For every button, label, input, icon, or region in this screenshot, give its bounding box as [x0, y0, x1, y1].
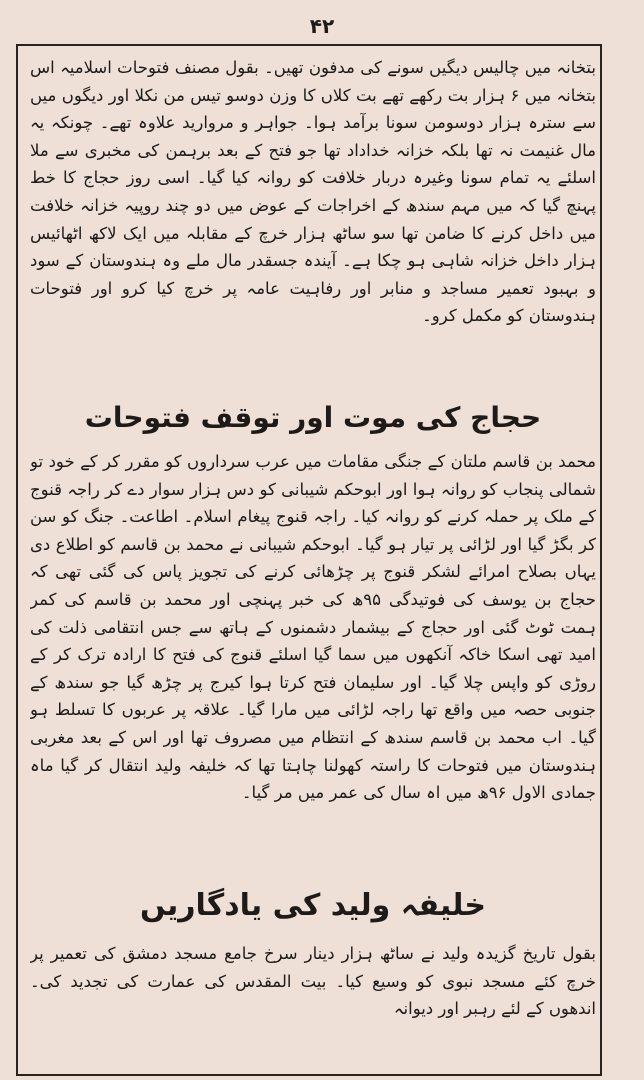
section-heading-walid-memorials: خلیفہ ولید کی یادگاریں: [139, 888, 487, 923]
page-content: [30, 54, 596, 1023]
paragraph-walid-memorials: بقول تاریخ گزیدہ ولید نے ساٹھ ہزار دینار سرخ جامع مسجد دمشق کی تعمیر پر خرچ کئے مسجد نبوی کو وسیع کیا۔ بیت المقدس کی عمارت کی تجدید کی۔ اندھوں کے لئے رہبر اور دیوانہ: [30, 944, 596, 1019]
paragraph-temple-treasure: بتخانہ میں چالیس دیگیں سونے کی مدفون تھیں۔ بقول مصنف فتوحات اسلامیہ اس بتخانہ میں ۶ ہزار بت رکھے تھے بت کلاں کا وزن دوسو تیس من نکلا اور دیگوں میں سے سترہ ہزار دوسومن سونا برآمد ہوا۔ جواہر و مروارید علاوہ تھے۔ چونکہ یہ مال غنیمت نہ تھا بلکہ خزانہ خداداد تھا جو فتح کے بعد برہمن کی مخبری سے ملا اسلئے یہ تمام سونا وغیرہ دربار خلافت کو روانہ کیا گیا۔ اسی روز حجاج کا خط پہنچ گیا کہ میں مہم سندھ کے اخراجات کے عوض میں دو چند روپیہ خزانہ خلافت میں داخل کرنے کا ضامن تھا سو ساٹھ ہزار خرچ کے مقابلہ میں ایک لاکھ اٹھائیس ہزار داخل خزانہ شاہی ہو چکا ہے۔ آیندہ جسقدر مال ملے وہ ہندوستان کے سود و بہبود تعمیر مساجد و منابر اور رفاہیت عامہ پر خرچ کیا کرو اور فتوحات ہندوستان کو مکمل کرو۔: [30, 58, 596, 326]
paragraph-hajjaj-death: محمد بن قاسم ملتان کے جنگی مقامات میں عرب سرداروں کو مقرر کر کے خود تو شمالی پنجاب کو روانہ ہوا اور ابوحکم شیبانی کو دس ہزار سوار دے کر راجہ قنوج کے ملک پر حملہ کرنے کو روانہ کیا۔ راجہ قنوج پیغام اسلام۔ اطاعت۔ جنگ کو سن کر بگڑ گیا اور لڑائی پر تیار ہو گیا۔ ابوحکم شیبانی نے محمد بن قاسم کو اطلاع دی یہاں بصلاح امرائے لشکر قنوج پر چڑھائی کرنے کی تجویز پاس کی گئی تھی کہ حجاج بن یوسف کی فوتیدگی ۹۵ھ کی خبر پہنچی اور محمد بن قاسم کی کمر ہمت ٹوٹ گئی اور حجاج کے بیشمار دشمنوں کے ہاتھ سے جس انتقامی ذلت کی امید تھی اسکا خاکہ آنکھوں میں سما گیا اسلئے قنوج کی فتح کا ارادہ ترک کر کے روڑی کو واپس چلا گیا۔ اور سلیمان فتح کرتا ہوا کیرج پر چڑھ گیا جو سندھ کے جنوبی حصہ میں واقع تھا راجہ لڑائی میں مارا گیا۔ علاقہ پر عربوں کا تسلط ہو گیا۔ اب محمد بن قاسم سندھ کے انتظام میں مصروف تھا اور اس کے بعد مغربی ہندوستان میں فتوحات کا راستہ کھولنا چاہتا تھا کہ خلیفہ ولید انتقال کر گیا ماہ جمادی الاول ۹۶ھ میں اہ سال کی عمر میں مر گیا۔: [30, 452, 596, 803]
section-heading-hajjaj-death: حجاج کی موت اور توقف فتوحات: [84, 401, 542, 434]
page-number: ۴۲: [309, 14, 335, 38]
